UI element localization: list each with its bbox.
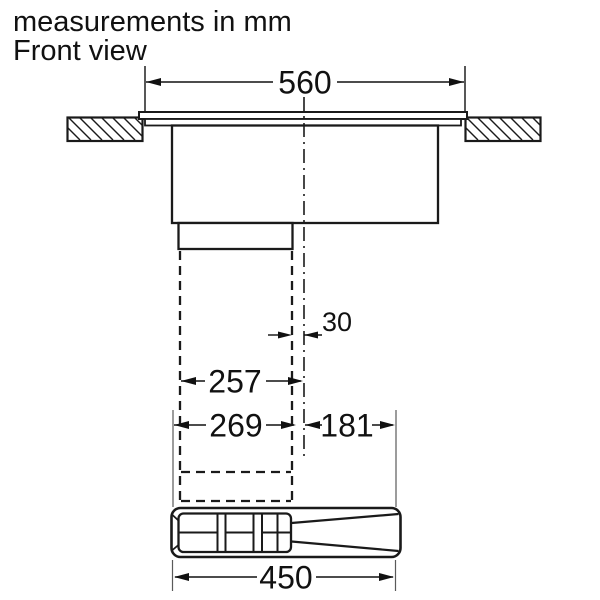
arrowhead-left xyxy=(305,421,320,429)
arrowhead-right xyxy=(379,573,394,581)
dim-181-label: 181 xyxy=(320,407,374,444)
dim-560-label: 560 xyxy=(278,64,332,101)
arrowhead-left xyxy=(174,573,189,581)
dimension-560 xyxy=(146,65,464,101)
arrowhead-right xyxy=(304,332,318,339)
dim-30-label: 30 xyxy=(321,307,353,337)
dimension-450 xyxy=(174,560,394,596)
view-label: Front view xyxy=(13,35,147,67)
dimension-269 xyxy=(174,408,296,444)
arrowhead-right xyxy=(449,78,464,86)
arrowhead-right xyxy=(380,421,395,429)
measurements-note: measurements in mm xyxy=(13,6,292,38)
dim-269-label: 269 xyxy=(209,407,263,444)
hob-glass-top xyxy=(139,112,467,126)
dim-450-label: 450 xyxy=(259,559,313,596)
plinth-unit xyxy=(172,508,401,557)
dimension-30 xyxy=(268,307,352,339)
worktop-right-section xyxy=(466,118,541,142)
arrowhead-left xyxy=(278,332,292,339)
worktop-left-section xyxy=(68,118,143,142)
dimension-257 xyxy=(181,364,303,400)
arrowhead-right xyxy=(288,377,303,385)
arrowhead-left xyxy=(174,421,189,429)
dim-257-label: 257 xyxy=(208,363,262,400)
duct-connector xyxy=(179,223,293,249)
arrowhead-right xyxy=(281,421,296,429)
dimension-181 xyxy=(305,408,395,444)
arrowhead-left xyxy=(146,78,161,86)
arrowhead-left xyxy=(181,377,196,385)
hob-body xyxy=(172,126,438,224)
